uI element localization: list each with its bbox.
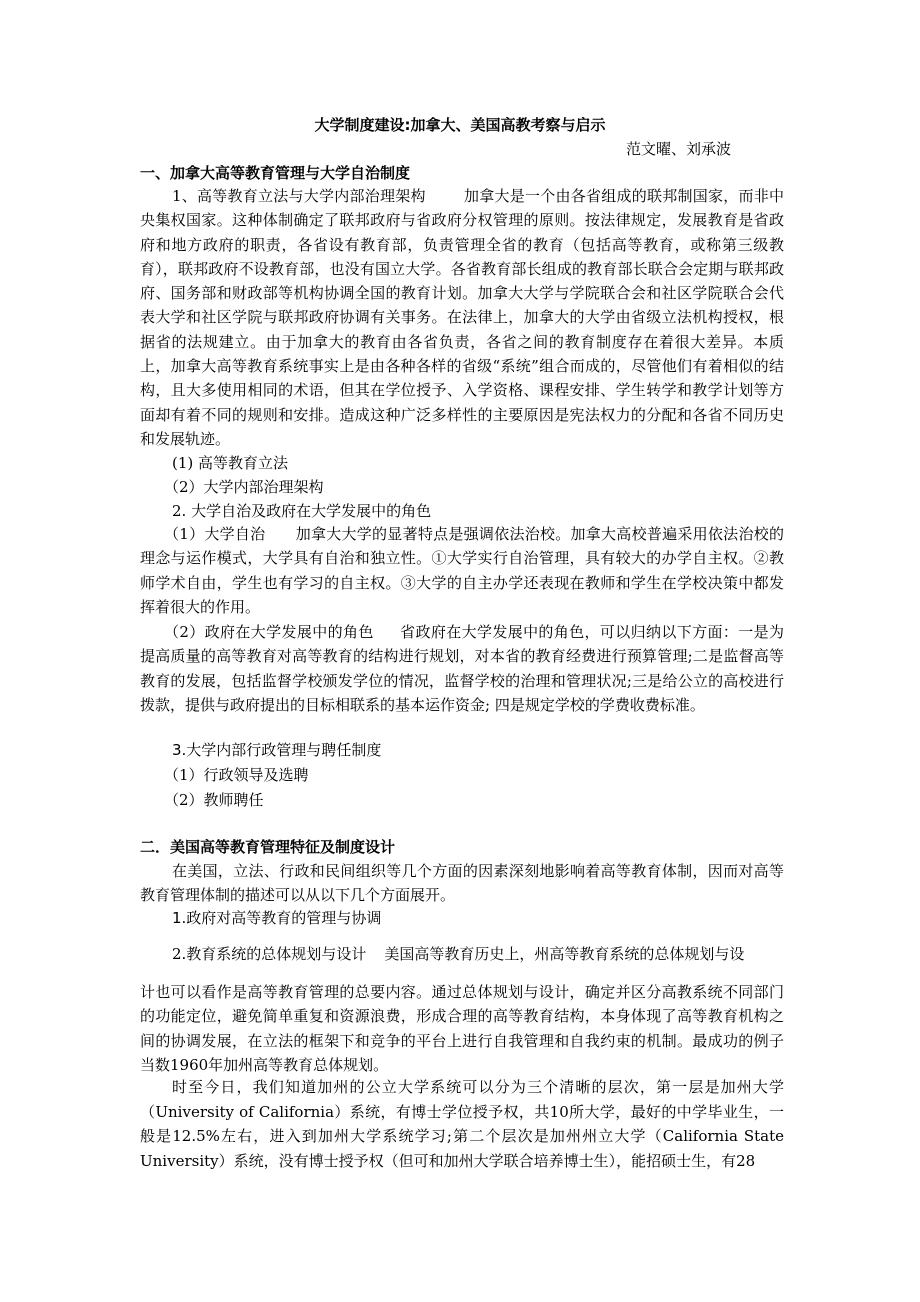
section1-sub2-2-text: 省政府在大学发展中的角色，可以归纳以下方面：一是为提高质量的高等教育对高等教育的结构进行规划，对本省的教育经费进行预算管理;二是监督高等教育的发展，包括监督学校颁发学位的情况，监督学校的治理和管理状况;三是给公立的高校进行拨款，提供与政府提出的目标相联系的基本运作资金; 四是规定学校的学费收费标准。 xyxy=(140,623,784,714)
section1-sub1-title: 1、高等教育立法与大学内部治理架构 xyxy=(172,187,426,205)
section1-sub2-2-title: （2）政府在大学发展中的角色 xyxy=(164,623,374,641)
section1-sub3: 3.大学内部行政管理与聘任制度 xyxy=(172,741,382,759)
section1-sub1-paragraph xyxy=(140,184,784,451)
section1-sub1-text: 加拿大是一个由各省组成的联邦制国家，而非中央集权国家。这种体制确定了联邦政府与省政府分权管理的原则。按法律规定，发展教育是省政府和地方政府的职责，各省设有教育部，负责管理全省的教育（包括高等教育，或称第三级教育），联邦政府不设教育部，也没有国立大学。各省教育部长组成的教育部长联合会定期与联邦政府、国务部和财政部等机构协调全国的教育计划。加拿大大学与学院联合会和社区学院联合会代表大学和社区学院与联邦政府协调有关事务。在法律上，加拿大的大学由省级立法机构授权，根据省的法规建立。由于加拿大的教育由各省负责，各省之间的教育制度存在着很大差异。本质上，加拿大高等教育系统事实上是由各种各样的省级“系统”组合而成的，尽管他们有着相似的结构，且大多使用相同的术语，但其在学位授予、入学资格、课程安排、学生转学和教学计划等方面却有着不同的规则和安排。造成这种广泛多样性的主要原因是宪法权力的分配和各省不同历史和发展轨迹。 xyxy=(140,187,784,448)
section1-sub2-2-paragraph xyxy=(140,620,784,717)
section1-sub3-item2: （2）教师聘任 xyxy=(164,791,264,809)
document-title: 大学制度建设:加拿大、美国高教考察与启示 xyxy=(314,116,606,134)
section2-sub1: 1.政府对高等教育的管理与协调 xyxy=(172,909,382,927)
section1-sub2-1-title: （1）大学自治 xyxy=(164,525,266,543)
section1-item1: (1) 高等教育立法 xyxy=(172,454,289,472)
section1-sub2: 2. 大学自治及政府在大学发展中的角色 xyxy=(172,502,432,520)
section2-sub2-title: 2.教育系统的总体规划与设计 xyxy=(172,945,367,963)
section1-heading: 一、加拿大高等教育管理与大学自治制度 xyxy=(140,164,411,182)
section1-sub2-1-text: 加拿大大学的显著特点是强调依法治校。加拿大高校普遍采用依法治校的理念与运作模式，大学具有自治和独立性。①大学实行自治管理，具有较大的办学自主权。②教师学术自由，学生也有学习的自主权。③大学的自主办学还表现在教师和学生在学校决策中都发挥着很大的作用。 xyxy=(140,525,784,616)
section2-heading: 二．美国高等教育管理特征及制度设计 xyxy=(140,838,396,856)
document-authors: 范文曜、刘承波 xyxy=(626,140,732,158)
section2-sub2-rest: 计也可以看作是高等教育管理的总要内容。通过总体规划与设计，确定并区分高教系统不同部门的功能定位，避免简单重复和资源浪费，形成合理的高等教育结构，本身体现了高等教育机构之间的协调发展，在立法的框架下和竞争的平台上进行自我管理和自我约束的机制。最成功的例子当数1960年加州高等教育总体规划。 xyxy=(140,983,784,1074)
section2-intro: 在美国，立法、行政和民间组织等几个方面的因素深刻地影响着高等教育体制，因而对高等教育管理体制的描述可以从以下几个方面展开。 xyxy=(140,862,784,905)
section2-sub2-line1: 美国高等教育历史上，州高等教育系统的总体规划与设 xyxy=(384,945,745,963)
section1-sub3-item1: （1）行政领导及选聘 xyxy=(164,766,309,784)
section2-last-paragraph: 时至今日，我们知道加州的公立大学系统可以分为三个清晰的层次，第一层是加州大学（University of California）系统，有博士学位授予权，共10所大学，最好的中学毕业生，一般是12.5%左右，进入到加州大学系统学习;第二个层次是加州州立大学（California State University）系统，没有博士授予权（但可和加州大学联合培养博士生），能招硕士生，有28 xyxy=(140,1078,784,1170)
section1-sub2-1-paragraph xyxy=(140,522,784,619)
section2-sub2-line xyxy=(172,942,744,966)
section1-item2: （2）大学内部治理架构 xyxy=(164,478,324,496)
